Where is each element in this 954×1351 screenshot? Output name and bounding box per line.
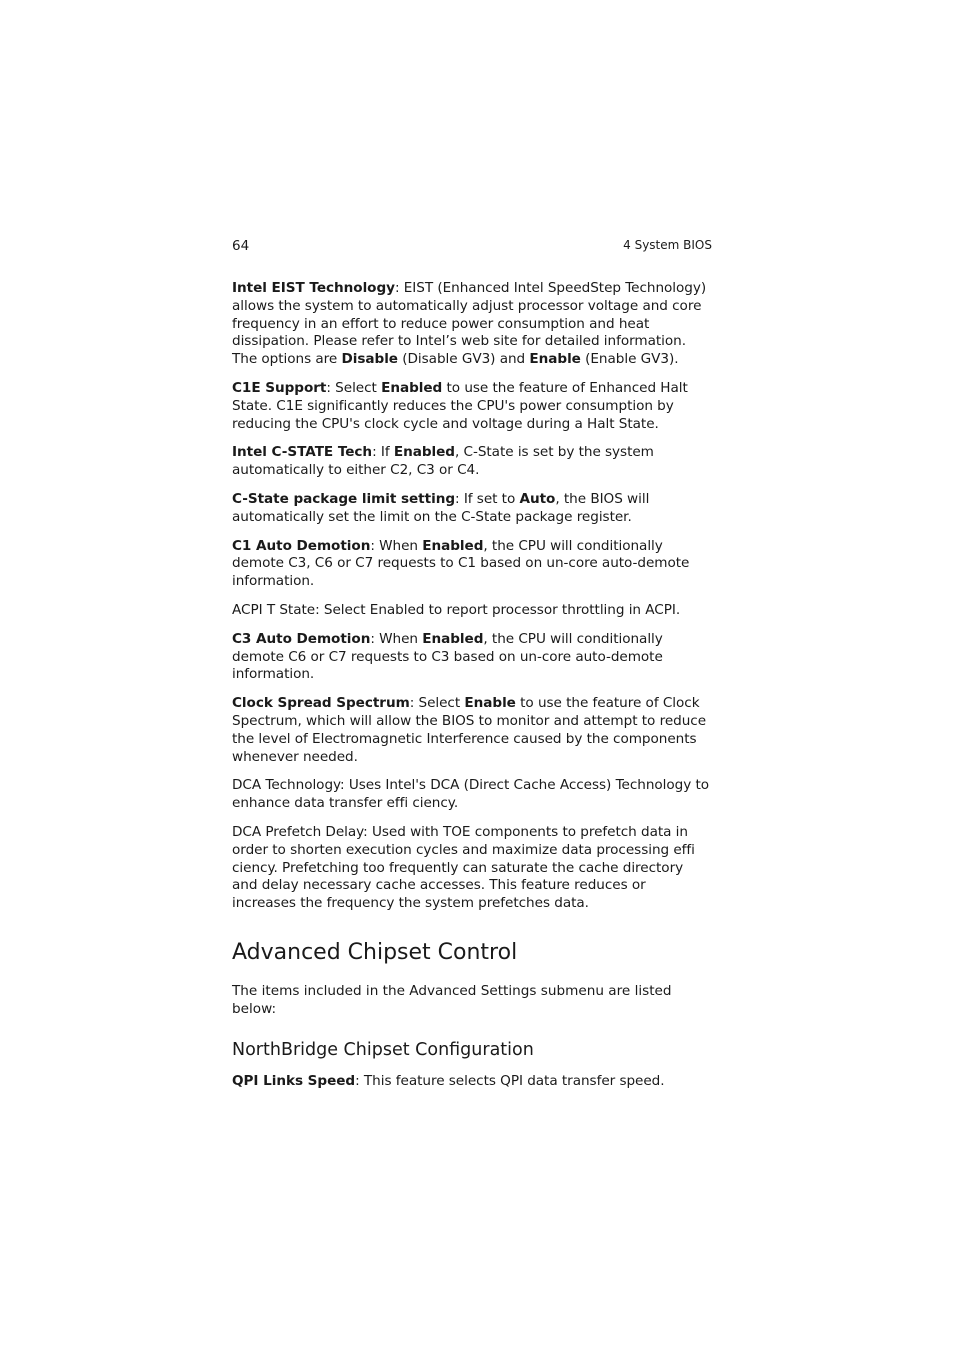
manual-page — [232, 236, 712, 1101]
entry-term: C3 Auto Demotion — [232, 630, 371, 647]
option-value: Enable — [464, 695, 516, 712]
section-heading: Advanced Chipset Control — [232, 939, 518, 965]
entry-c1e-support: C1E Support: Select Enabled to use the feature of Enhanced Halt State. C1E significantly reduces the CPU's power consumption by reducing the CPU's clock cycle and voltage during a Halt State. — [232, 379, 688, 432]
entry-dca-technology: DCA Technology: Uses Intel's DCA (Direct Cache Access) Technology to enhance data transfer effi ciency. — [232, 777, 710, 812]
entry-term: Intel EIST Technology — [232, 280, 395, 296]
entry-term: QPI Links Speed — [232, 1072, 356, 1089]
running-header — [232, 236, 712, 256]
entry-intel-cstate-tech: Intel C-STATE Tech: If Enabled, C-State is set by the system automatically to either C2, C3 or C4. — [232, 444, 654, 479]
page-number: 64 — [232, 238, 250, 254]
entry-term: Intel C-STATE Tech — [232, 444, 373, 461]
entry-c3-auto-demotion: C3 Auto Demotion: When Enabled, the CPU will conditionally demote C6 or C7 requests to C3 based on un-core auto-demote information. — [232, 630, 663, 683]
entry-cstate-package-limit: C-State package limit setting: If set to Auto, the BIOS will automatically set the limit on the C-State package register. — [232, 490, 650, 525]
option-value: Enabled — [422, 537, 484, 554]
option-value: Disable — [341, 351, 398, 368]
entry-term: C1 Auto Demotion — [232, 537, 371, 554]
option-value: Enable — [529, 351, 581, 368]
section-intro: The items included in the Advanced Settings submenu are listed below: — [232, 982, 672, 1017]
entry-term: C1E Support — [232, 379, 327, 396]
option-value: Enabled — [381, 379, 443, 396]
entry-acpi-t-state: ACPI T State: Select Enabled to report processor throttling in ACPI. — [232, 601, 681, 618]
entry-c1-auto-demotion: C1 Auto Demotion: When Enabled, the CPU will conditionally demote C3, C6 or C7 requests to C1 based on un-core auto-demote information. — [232, 537, 690, 590]
option-value: Auto — [519, 490, 556, 507]
option-value: Enabled — [422, 630, 484, 647]
entry-dca-prefetch-delay: DCA Prefetch Delay: Used with TOE components to prefetch data in order to shorten execution cycles and maximize data processing effi ciency. Prefetching too frequently can saturate the cache directory and delay necessary cache accesses. This feature reduces or increases the frequency the system prefetches data. — [232, 823, 695, 912]
entry-qpi-links-speed: QPI Links Speed: This feature selects QPI data transfer speed. — [232, 1072, 665, 1089]
entry-term: Clock Spread Spectrum — [232, 695, 410, 712]
subsection-heading: NorthBridge Chipset Configuration — [232, 1039, 534, 1060]
option-value: Enabled — [393, 444, 455, 461]
chapter-title: 4 System BIOS — [623, 238, 712, 252]
entry-term: C-State package limit setting — [232, 490, 456, 507]
bios-option-list — [232, 280, 712, 913]
entry-clock-spread-spectrum: Clock Spread Spectrum: Select Enable to use the feature of Clock Spectrum, which will allow the BIOS to monitor and attempt to reduce the level of Electromagnetic Interference caused by the components whenever needed. — [232, 695, 707, 765]
entry-intel-eist: Intel EIST Technology: EIST (Enhanced Intel SpeedStep Technology) allows the system to automatically adjust processor voltage and core frequency in an effort to reduce power consumption and heat dissipation. Please refer to Intel’s web site for detailed information. The options are Disable (Disable GV3) and Enable (Enable GV3). — [232, 280, 707, 368]
